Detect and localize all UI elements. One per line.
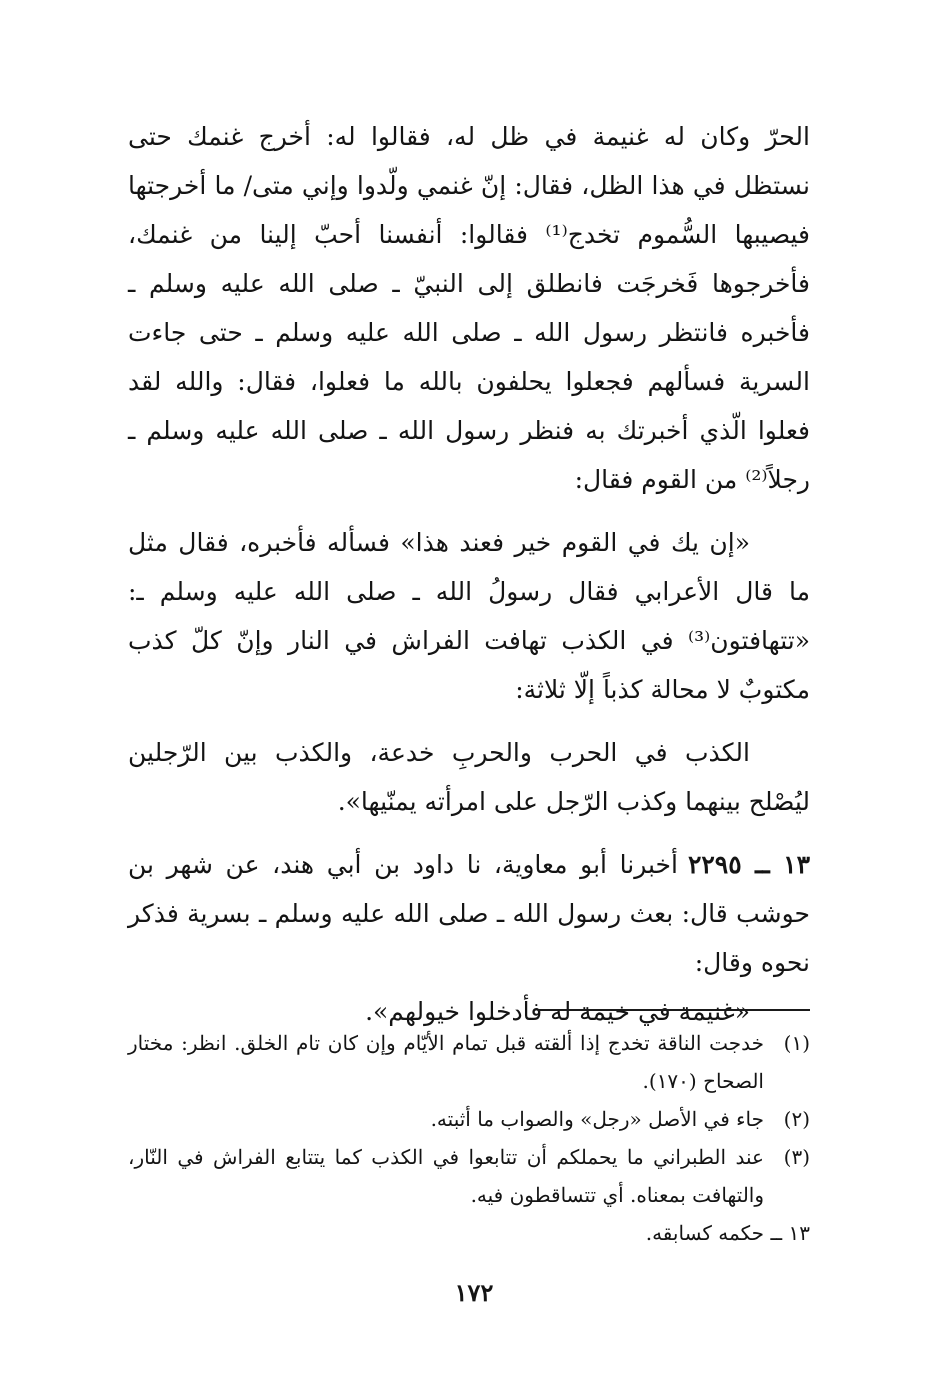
footnote-number: (٣): [783, 1145, 810, 1169]
footnote-grading: [128, 1214, 810, 1252]
footnote-separator: [538, 1009, 810, 1011]
footnote-text: عند الطبراني ما يحملكم أن تتابعوا في الكذب كما يتتابع الفراش في النّار، والتهافت بمعناه. أي تتساقطون فيه.: [128, 1145, 764, 1207]
paragraph-lying-exceptions: الكذب في الحرب والحربِ خدعة، والكذب بين الرّجلين ليُصْلح بينهما وكذب الرّجل على امرأته يمنّيها».: [128, 738, 810, 816]
main-text: [128, 112, 810, 1036]
footnote-text: حكمه كسابقه.: [645, 1221, 764, 1245]
footnote-number: (٢): [783, 1107, 810, 1131]
footnote-number: ١٣ ــ: [770, 1221, 810, 1245]
hadith-number: ١٣ ــ ٢٢٩٥: [687, 850, 810, 879]
footnote-2: [128, 1100, 810, 1138]
footnote-text: خدجت الناقة تخدج إذا ألقته قبل تمام الأيّام وإن كان تام الخلق. انظر: مختار الصحاح (١٧٠).: [128, 1031, 764, 1093]
footnotes: [128, 1024, 810, 1252]
paragraph-hadith-quote-2: «غنيمة في خيمة له فأدخلوا خيولهم».: [365, 997, 750, 1026]
page-number: ١٧٢: [454, 1278, 494, 1307]
paragraph-hadith-quote: «إن يك في القوم خير فعند هذا» فسأله فأخبره، فقال مثل ما قال الأعرابي فقال رسولُ الله ـ صلى الله عليه وسلم ـ: «تتهافتون⁽³⁾ في الكذب تهافت الفراش في النار وإنّ كلّ كذب مكتوبٌ لا محالة كذباً إلّا ثلاثة:: [128, 528, 810, 704]
paragraph-story: الحرّ وكان له غنيمة في ظل له، فقالوا له: أخرج غنمك حتى نستظل في هذا الظل، فقال: إنّ غنمي ولّدوا وإني متى/ ما أخرجتها فيصيبها السُّموم تخدج⁽¹⁾ فقالوا: أنفسنا أحبّ إلينا من غنمك، فأخرجوها فَخرجَت فانطلق إلى النبيّ ـ صلى الله عليه وسلم ـ فأخبره فانتظر رسول الله ـ صلى الله عليه وسلم ـ حتى جاءت السرية فسألهم فجعلوا يحلفون بالله ما فعلوا، فقال: والله لقد فعلوا الّذي أخبرتك به فنظر رسول الله ـ صلى الله عليه وسلم ـ رجلاً⁽²⁾ من القوم فقال:: [128, 122, 810, 494]
footnote-3: [128, 1138, 810, 1214]
paragraph-hadith-2295: [128, 840, 810, 987]
footnote-number: (١): [783, 1031, 810, 1055]
footnote-text: جاء في الأصل «رجل» والصواب ما أثبته.: [430, 1107, 764, 1131]
footnote-1: [128, 1024, 810, 1100]
hadith-chain-text: أخبرنا أبو معاوية، نا داود بن أبي هند، عن شهر بن حوشب قال: بعث رسول الله ـ صلى الله عليه وسلم ـ بسرية فذكر نحوه وقال:: [128, 850, 810, 977]
